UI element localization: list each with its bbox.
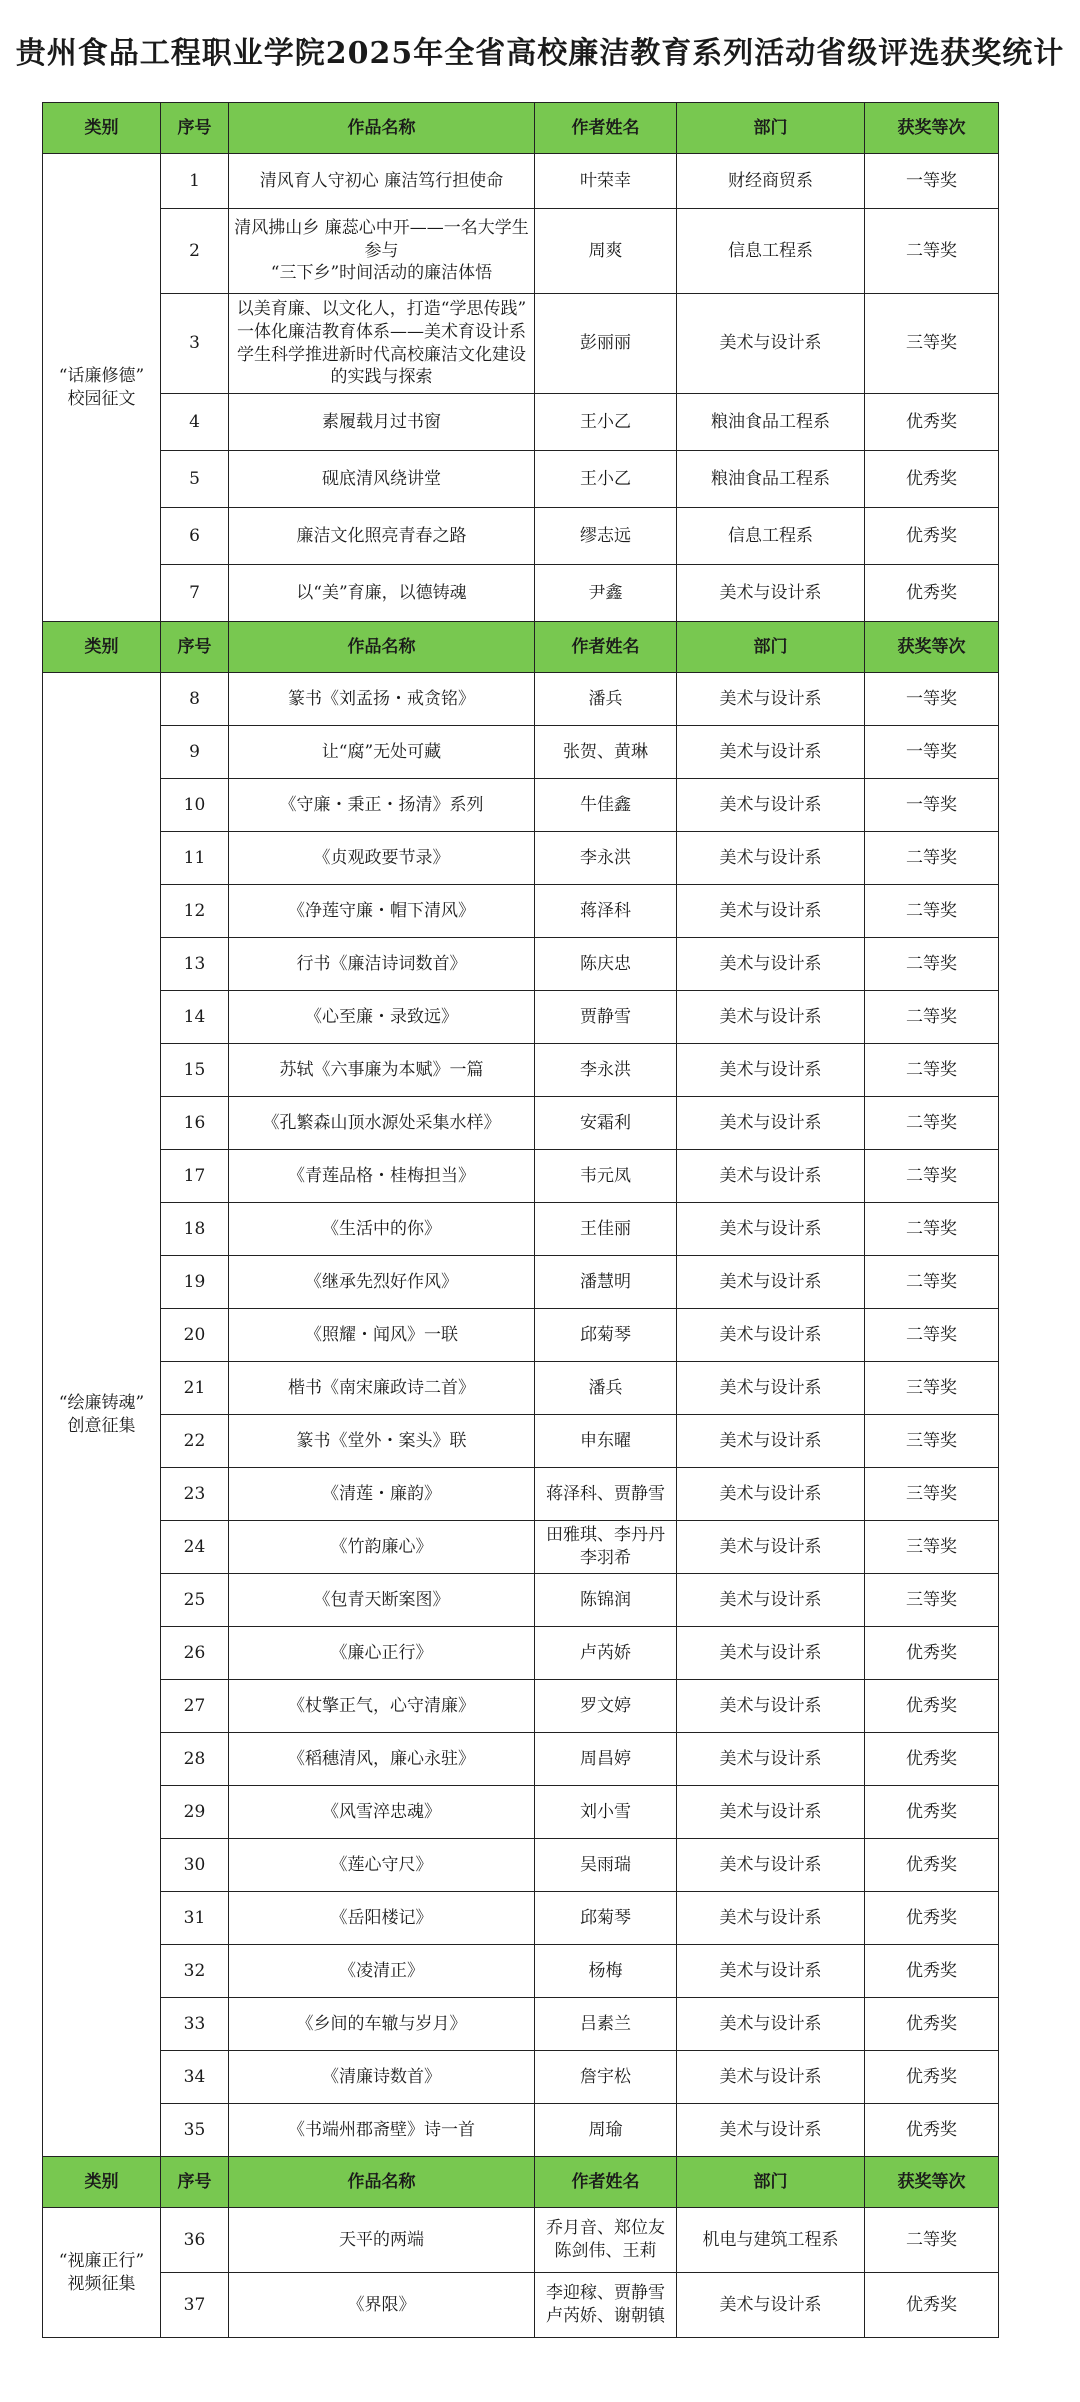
cell-author: 邱菊琴: [535, 1309, 677, 1362]
cell-author: 吕素兰: [535, 1998, 677, 2051]
cell-dept: 粮油食品工程系: [677, 394, 865, 451]
table-row: [43, 154, 999, 209]
cell-author: 周瑜: [535, 2104, 677, 2157]
cell-author: 陈锦润: [535, 1574, 677, 1627]
table-row: [43, 885, 999, 938]
table-row: [43, 1574, 999, 1627]
cell-dept: 美术与设计系: [677, 779, 865, 832]
table-row: [43, 1786, 999, 1839]
table-row: [43, 938, 999, 991]
cell-award: 三等奖: [865, 1574, 999, 1627]
table-row: [43, 1468, 999, 1521]
cell-dept: 美术与设计系: [677, 1680, 865, 1733]
cell-dept: 美术与设计系: [677, 1468, 865, 1521]
cell-author: 乔月音、郑位友 陈剑伟、王莉: [535, 2208, 677, 2273]
cell-no: 34: [161, 2051, 229, 2104]
cell-dept: 美术与设计系: [677, 1521, 865, 1574]
cell-dept: 机电与建筑工程系: [677, 2208, 865, 2273]
cell-work: 苏轼《六事廉为本赋》一篇: [229, 1044, 535, 1097]
cell-dept: 美术与设计系: [677, 673, 865, 726]
cell-dept: 美术与设计系: [677, 1150, 865, 1203]
cell-dept: 美术与设计系: [677, 1574, 865, 1627]
table-row: [43, 1998, 999, 2051]
cell-author: 潘兵: [535, 1362, 677, 1415]
cell-dept: 美术与设计系: [677, 1097, 865, 1150]
cell-no: 37: [161, 2273, 229, 2338]
cell-dept: 美术与设计系: [677, 2273, 865, 2338]
cell-no: 10: [161, 779, 229, 832]
cell-dept: 美术与设计系: [677, 565, 865, 622]
cell-dept: 美术与设计系: [677, 1786, 865, 1839]
cell-award: 优秀奖: [865, 1680, 999, 1733]
cell-author: 蒋泽科: [535, 885, 677, 938]
award-table: [42, 102, 999, 2338]
cell-award: 优秀奖: [865, 1998, 999, 2051]
cell-award: 二等奖: [865, 209, 999, 294]
cell-work: 行书《廉洁诗词数首》: [229, 938, 535, 991]
cell-award: 三等奖: [865, 1521, 999, 1574]
table-row: [43, 1839, 999, 1892]
cell-award: 优秀奖: [865, 394, 999, 451]
table-row: [43, 1362, 999, 1415]
cell-no: 29: [161, 1786, 229, 1839]
header-row: [43, 2157, 999, 2208]
cell-award: 二等奖: [865, 1044, 999, 1097]
header-row: [43, 103, 999, 154]
cell-award: 一等奖: [865, 154, 999, 209]
cell-dept: 美术与设计系: [677, 726, 865, 779]
cell-author: 蒋泽科、贾静雪: [535, 1468, 677, 1521]
table-row: [43, 1150, 999, 1203]
cell-award: 优秀奖: [865, 2104, 999, 2157]
table-row: [43, 991, 999, 1044]
cell-work: 清风育人守初心 廉洁笃行担使命: [229, 154, 535, 209]
header-dept: 部门: [677, 622, 865, 673]
table-row: [43, 394, 999, 451]
cell-author: 李迎稼、贾静雪 卢芮娇、谢朝镇: [535, 2273, 677, 2338]
cell-no: 14: [161, 991, 229, 1044]
header-row: [43, 622, 999, 673]
cell-work: 《照耀・闻风》一联: [229, 1309, 535, 1362]
cell-work: 《竹韵廉心》: [229, 1521, 535, 1574]
cell-award: 三等奖: [865, 1468, 999, 1521]
cell-award: 二等奖: [865, 1203, 999, 1256]
cell-work: 以美育廉、以文化人，打造“学思传践” 一体化廉洁教育体系——美术育设计系 学生科学推进新时代高校廉洁文化建设 的实践与探索: [229, 294, 535, 394]
cell-author: 陈庆忠: [535, 938, 677, 991]
cell-award: 二等奖: [865, 1256, 999, 1309]
cell-no: 15: [161, 1044, 229, 1097]
cell-no: 6: [161, 508, 229, 565]
cell-author: 潘慧明: [535, 1256, 677, 1309]
table-row: [43, 1892, 999, 1945]
cell-work: 篆书《刘孟扬・戒贪铭》: [229, 673, 535, 726]
header-work: 作品名称: [229, 103, 535, 154]
cell-work: 廉洁文化照亮青春之路: [229, 508, 535, 565]
cell-no: 7: [161, 565, 229, 622]
cell-dept: 美术与设计系: [677, 2051, 865, 2104]
cell-no: 13: [161, 938, 229, 991]
cell-work: 《莲心守尺》: [229, 1839, 535, 1892]
cell-dept: 美术与设计系: [677, 832, 865, 885]
cell-dept: 美术与设计系: [677, 885, 865, 938]
cell-author: 王佳丽: [535, 1203, 677, 1256]
table-row: [43, 726, 999, 779]
cell-work: 《清廉诗数首》: [229, 2051, 535, 2104]
cell-dept: 美术与设计系: [677, 1627, 865, 1680]
cell-award: 三等奖: [865, 1415, 999, 1468]
cell-no: 18: [161, 1203, 229, 1256]
table-row: [43, 1945, 999, 1998]
cell-work: 《乡间的车辙与岁月》: [229, 1998, 535, 2051]
cell-work: 《凌清正》: [229, 1945, 535, 1998]
cell-author: 杨梅: [535, 1945, 677, 1998]
cell-author: 贾静雪: [535, 991, 677, 1044]
header-dept: 部门: [677, 103, 865, 154]
cell-work: 以“美”育廉，以德铸魂: [229, 565, 535, 622]
page-title: 贵州食品工程职业学院2025年全省高校廉洁教育系列活动省级评选获奖统计: [15, 36, 1065, 71]
cell-author: 尹鑫: [535, 565, 677, 622]
category-cell: “绘廉铸魂” 创意征集: [43, 673, 161, 2157]
cell-dept: 信息工程系: [677, 209, 865, 294]
cell-dept: 美术与设计系: [677, 1892, 865, 1945]
cell-dept: 美术与设计系: [677, 1733, 865, 1786]
cell-no: 2: [161, 209, 229, 294]
cell-award: 优秀奖: [865, 565, 999, 622]
cell-dept: 美术与设计系: [677, 1415, 865, 1468]
cell-dept: 美术与设计系: [677, 1309, 865, 1362]
cell-author: 卢芮娇: [535, 1627, 677, 1680]
cell-award: 优秀奖: [865, 1839, 999, 1892]
cell-award: 优秀奖: [865, 2273, 999, 2338]
cell-dept: 美术与设计系: [677, 991, 865, 1044]
cell-award: 优秀奖: [865, 451, 999, 508]
cell-author: 李永洪: [535, 832, 677, 885]
cell-award: 优秀奖: [865, 1892, 999, 1945]
cell-author: 牛佳鑫: [535, 779, 677, 832]
cell-work: 《岳阳楼记》: [229, 1892, 535, 1945]
cell-no: 23: [161, 1468, 229, 1521]
cell-work: 《孔繁森山顶水源处采集水样》: [229, 1097, 535, 1150]
cell-award: 一等奖: [865, 726, 999, 779]
cell-no: 20: [161, 1309, 229, 1362]
cell-work: 《守廉・秉正・扬清》系列: [229, 779, 535, 832]
table-row: [43, 1044, 999, 1097]
cell-dept: 美术与设计系: [677, 294, 865, 394]
cell-no: 25: [161, 1574, 229, 1627]
header-category: 类别: [43, 103, 161, 154]
table-row: [43, 673, 999, 726]
cell-award: 二等奖: [865, 2208, 999, 2273]
table-row: [43, 451, 999, 508]
header-category: 类别: [43, 622, 161, 673]
cell-author: 安霜利: [535, 1097, 677, 1150]
table-row: [43, 294, 999, 394]
cell-author: 王小乙: [535, 394, 677, 451]
table-row: [43, 1415, 999, 1468]
cell-award: 二等奖: [865, 938, 999, 991]
cell-author: 王小乙: [535, 451, 677, 508]
cell-author: 李永洪: [535, 1044, 677, 1097]
cell-work: 《心至廉・录致远》: [229, 991, 535, 1044]
cell-no: 28: [161, 1733, 229, 1786]
table-row: [43, 2273, 999, 2338]
cell-no: 31: [161, 1892, 229, 1945]
cell-no: 3: [161, 294, 229, 394]
cell-dept: 美术与设计系: [677, 1203, 865, 1256]
cell-no: 32: [161, 1945, 229, 1998]
table-row: [43, 2104, 999, 2157]
category-cell: “话廉修德” 校园征文: [43, 154, 161, 622]
header-award: 获奖等次: [865, 2157, 999, 2208]
cell-dept: 美术与设计系: [677, 1256, 865, 1309]
cell-author: 邱菊琴: [535, 1892, 677, 1945]
table-row: [43, 1521, 999, 1574]
header-category: 类别: [43, 2157, 161, 2208]
cell-author: 张贺、黄琳: [535, 726, 677, 779]
cell-award: 一等奖: [865, 673, 999, 726]
table-row: [43, 565, 999, 622]
header-award: 获奖等次: [865, 622, 999, 673]
cell-award: 二等奖: [865, 885, 999, 938]
cell-author: 刘小雪: [535, 1786, 677, 1839]
cell-work: 楷书《南宋廉政诗二首》: [229, 1362, 535, 1415]
cell-work: 天平的两端: [229, 2208, 535, 2273]
cell-dept: 粮油食品工程系: [677, 451, 865, 508]
cell-award: 优秀奖: [865, 508, 999, 565]
cell-dept: 美术与设计系: [677, 1945, 865, 1998]
table-row: [43, 508, 999, 565]
cell-no: 16: [161, 1097, 229, 1150]
table-row: [43, 1203, 999, 1256]
cell-dept: 美术与设计系: [677, 1044, 865, 1097]
header-work: 作品名称: [229, 622, 535, 673]
table-row: [43, 1097, 999, 1150]
cell-award: 优秀奖: [865, 1945, 999, 1998]
cell-dept: 美术与设计系: [677, 1998, 865, 2051]
cell-no: 17: [161, 1150, 229, 1203]
cell-author: 周爽: [535, 209, 677, 294]
header-work: 作品名称: [229, 2157, 535, 2208]
cell-work: 《贞观政要节录》: [229, 832, 535, 885]
cell-work: 《净莲守廉・帽下清风》: [229, 885, 535, 938]
header-no: 序号: [161, 2157, 229, 2208]
cell-no: 9: [161, 726, 229, 779]
cell-award: 优秀奖: [865, 1627, 999, 1680]
cell-no: 11: [161, 832, 229, 885]
table-row: [43, 1309, 999, 1362]
header-no: 序号: [161, 103, 229, 154]
cell-no: 30: [161, 1839, 229, 1892]
table-row: [43, 2051, 999, 2104]
header-author: 作者姓名: [535, 2157, 677, 2208]
cell-work: 砚底清风绕讲堂: [229, 451, 535, 508]
cell-work: 《生活中的你》: [229, 1203, 535, 1256]
cell-award: 二等奖: [865, 1097, 999, 1150]
cell-work: 《稻穗清风，廉心永驻》: [229, 1733, 535, 1786]
cell-author: 周昌婷: [535, 1733, 677, 1786]
cell-author: 缪志远: [535, 508, 677, 565]
cell-award: 二等奖: [865, 991, 999, 1044]
cell-work: 篆书《堂外・案头》联: [229, 1415, 535, 1468]
cell-work: 《杖擎正气，心守清廉》: [229, 1680, 535, 1733]
cell-award: 三等奖: [865, 294, 999, 394]
cell-no: 1: [161, 154, 229, 209]
cell-no: 35: [161, 2104, 229, 2157]
cell-no: 19: [161, 1256, 229, 1309]
cell-award: 优秀奖: [865, 1786, 999, 1839]
cell-author: 潘兵: [535, 673, 677, 726]
header-author: 作者姓名: [535, 622, 677, 673]
table-row: [43, 209, 999, 294]
cell-no: 4: [161, 394, 229, 451]
cell-work: 《界限》: [229, 2273, 535, 2338]
header-no: 序号: [161, 622, 229, 673]
cell-work: 《廉心正行》: [229, 1627, 535, 1680]
cell-no: 5: [161, 451, 229, 508]
cell-work: 《青莲品格・桂梅担当》: [229, 1150, 535, 1203]
cell-no: 12: [161, 885, 229, 938]
cell-award: 优秀奖: [865, 1733, 999, 1786]
cell-dept: 美术与设计系: [677, 1362, 865, 1415]
cell-author: 彭丽丽: [535, 294, 677, 394]
cell-work: 让“腐”无处可藏: [229, 726, 535, 779]
cell-no: 27: [161, 1680, 229, 1733]
header-author: 作者姓名: [535, 103, 677, 154]
cell-dept: 美术与设计系: [677, 938, 865, 991]
cell-award: 优秀奖: [865, 2051, 999, 2104]
cell-work: 《书端州郡斋壁》诗一首: [229, 2104, 535, 2157]
table-row: [43, 1627, 999, 1680]
cell-award: 三等奖: [865, 1362, 999, 1415]
cell-author: 詹宇松: [535, 2051, 677, 2104]
cell-no: 26: [161, 1627, 229, 1680]
cell-no: 22: [161, 1415, 229, 1468]
cell-dept: 美术与设计系: [677, 2104, 865, 2157]
cell-award: 二等奖: [865, 1309, 999, 1362]
table-row: [43, 1680, 999, 1733]
table-row: [43, 1256, 999, 1309]
cell-work: 《风雪淬忠魂》: [229, 1786, 535, 1839]
table-row: [43, 2208, 999, 2273]
table-row: [43, 779, 999, 832]
cell-author: 韦元凤: [535, 1150, 677, 1203]
cell-work: 《继承先烈好作风》: [229, 1256, 535, 1309]
table-row: [43, 1733, 999, 1786]
cell-author: 田雅琪、李丹丹 李羽希: [535, 1521, 677, 1574]
cell-work: 清风拂山乡 廉蕊心中开——一名大学生参与 “三下乡”时间活动的廉洁体悟: [229, 209, 535, 294]
cell-dept: 财经商贸系: [677, 154, 865, 209]
cell-dept: 信息工程系: [677, 508, 865, 565]
table-row: [43, 832, 999, 885]
cell-work: 素履载月过书窗: [229, 394, 535, 451]
cell-no: 21: [161, 1362, 229, 1415]
cell-author: 吴雨瑞: [535, 1839, 677, 1892]
cell-no: 36: [161, 2208, 229, 2273]
category-cell: “视廉正行” 视频征集: [43, 2208, 161, 2338]
cell-work: 《清莲・廉韵》: [229, 1468, 535, 1521]
cell-author: 申东曜: [535, 1415, 677, 1468]
header-award: 获奖等次: [865, 103, 999, 154]
cell-no: 8: [161, 673, 229, 726]
cell-no: 24: [161, 1521, 229, 1574]
header-dept: 部门: [677, 2157, 865, 2208]
cell-award: 一等奖: [865, 779, 999, 832]
cell-author: 罗文婷: [535, 1680, 677, 1733]
cell-author: 叶荣幸: [535, 154, 677, 209]
cell-work: 《包青天断案图》: [229, 1574, 535, 1627]
cell-award: 二等奖: [865, 832, 999, 885]
cell-award: 二等奖: [865, 1150, 999, 1203]
cell-no: 33: [161, 1998, 229, 2051]
cell-dept: 美术与设计系: [677, 1839, 865, 1892]
